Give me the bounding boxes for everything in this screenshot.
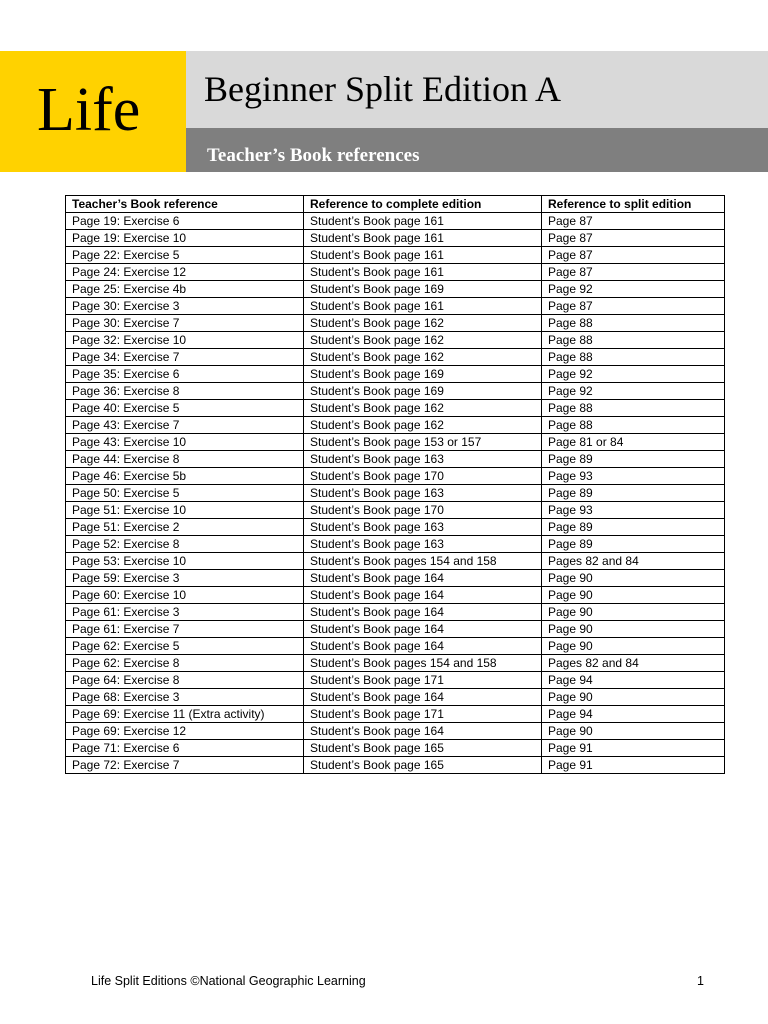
cell-complete-edition: Student’s Book page 162 [304, 400, 542, 417]
cell-teachers-book: Page 72: Exercise 7 [66, 757, 304, 774]
cell-complete-edition: Student’s Book page 161 [304, 298, 542, 315]
cell-teachers-book: Page 61: Exercise 7 [66, 621, 304, 638]
cell-teachers-book: Page 34: Exercise 7 [66, 349, 304, 366]
logo-box [0, 51, 186, 172]
page-title: Beginner Split Edition A [204, 69, 561, 109]
table-row [66, 349, 725, 366]
cell-complete-edition: Student’s Book page 169 [304, 383, 542, 400]
cell-split-edition: Page 90 [542, 587, 725, 604]
page-header [0, 51, 768, 172]
cell-complete-edition: Student’s Book page 164 [304, 638, 542, 655]
table-row [66, 213, 725, 230]
cell-split-edition: Page 92 [542, 366, 725, 383]
subtitle-band [186, 128, 768, 172]
header-teachers-book: Teacher’s Book reference [66, 196, 304, 213]
cell-split-edition: Page 87 [542, 230, 725, 247]
cell-split-edition: Page 87 [542, 298, 725, 315]
cell-complete-edition: Student’s Book pages 154 and 158 [304, 655, 542, 672]
table-row [66, 281, 725, 298]
cell-teachers-book: Page 62: Exercise 5 [66, 638, 304, 655]
cell-split-edition: Page 87 [542, 213, 725, 230]
cell-teachers-book: Page 50: Exercise 5 [66, 485, 304, 502]
cell-teachers-book: Page 53: Exercise 10 [66, 553, 304, 570]
table-row [66, 621, 725, 638]
cell-complete-edition: Student’s Book page 161 [304, 264, 542, 281]
cell-split-edition: Page 94 [542, 672, 725, 689]
cell-split-edition: Page 91 [542, 740, 725, 757]
cell-teachers-book: Page 30: Exercise 3 [66, 298, 304, 315]
table-row [66, 604, 725, 621]
cell-complete-edition: Student’s Book page 164 [304, 621, 542, 638]
cell-split-edition: Page 90 [542, 604, 725, 621]
page-number: 1 [697, 974, 704, 988]
table-row [66, 383, 725, 400]
table-row [66, 230, 725, 247]
header-complete-edition: Reference to complete edition [304, 196, 542, 213]
cell-complete-edition: Student’s Book page 164 [304, 570, 542, 587]
cell-teachers-book: Page 24: Exercise 12 [66, 264, 304, 281]
table-row [66, 434, 725, 451]
table-row [66, 519, 725, 536]
cell-teachers-book: Page 51: Exercise 2 [66, 519, 304, 536]
cell-teachers-book: Page 30: Exercise 7 [66, 315, 304, 332]
cell-teachers-book: Page 62: Exercise 8 [66, 655, 304, 672]
references-table [65, 195, 725, 774]
table-row [66, 468, 725, 485]
cell-split-edition: Page 87 [542, 264, 725, 281]
cell-teachers-book: Page 61: Exercise 3 [66, 604, 304, 621]
cell-complete-edition: Student’s Book page 164 [304, 587, 542, 604]
logo: Life [37, 76, 141, 144]
cell-teachers-book: Page 59: Exercise 3 [66, 570, 304, 587]
header-split-edition: Reference to split edition [542, 196, 725, 213]
table-row [66, 315, 725, 332]
cell-complete-edition: Student’s Book page 162 [304, 349, 542, 366]
cell-split-edition: Page 93 [542, 502, 725, 519]
cell-teachers-book: Page 51: Exercise 10 [66, 502, 304, 519]
cell-teachers-book: Page 32: Exercise 10 [66, 332, 304, 349]
cell-split-edition: Page 93 [542, 468, 725, 485]
cell-teachers-book: Page 69: Exercise 11 (Extra activity) [66, 706, 304, 723]
cell-complete-edition: Student’s Book page 169 [304, 366, 542, 383]
cell-complete-edition: Student’s Book page 161 [304, 230, 542, 247]
cell-split-edition: Pages 82 and 84 [542, 655, 725, 672]
cell-teachers-book: Page 22: Exercise 5 [66, 247, 304, 264]
table-row [66, 332, 725, 349]
cell-teachers-book: Page 19: Exercise 6 [66, 213, 304, 230]
table-row [66, 264, 725, 281]
cell-teachers-book: Page 43: Exercise 10 [66, 434, 304, 451]
table-row [66, 502, 725, 519]
table-row [66, 757, 725, 774]
cell-teachers-book: Page 69: Exercise 12 [66, 723, 304, 740]
table-row [66, 723, 725, 740]
cell-split-edition: Page 88 [542, 315, 725, 332]
cell-complete-edition: Student’s Book page 165 [304, 740, 542, 757]
cell-complete-edition: Student’s Book page 161 [304, 247, 542, 264]
table-row [66, 247, 725, 264]
cell-split-edition: Page 89 [542, 519, 725, 536]
table-row [66, 485, 725, 502]
cell-complete-edition: Student’s Book page 164 [304, 723, 542, 740]
cell-complete-edition: Student’s Book page 165 [304, 757, 542, 774]
cell-teachers-book: Page 68: Exercise 3 [66, 689, 304, 706]
cell-split-edition: Page 89 [542, 485, 725, 502]
cell-complete-edition: Student’s Book page 162 [304, 417, 542, 434]
table-row [66, 672, 725, 689]
cell-complete-edition: Student’s Book page 164 [304, 604, 542, 621]
table-row [66, 740, 725, 757]
cell-complete-edition: Student’s Book page 163 [304, 519, 542, 536]
cell-complete-edition: Student’s Book page 170 [304, 502, 542, 519]
cell-teachers-book: Page 40: Exercise 5 [66, 400, 304, 417]
cell-split-edition: Pages 82 and 84 [542, 553, 725, 570]
table-row [66, 706, 725, 723]
table-row [66, 587, 725, 604]
cell-split-edition: Page 81 or 84 [542, 434, 725, 451]
cell-complete-edition: Student’s Book page 164 [304, 689, 542, 706]
cell-split-edition: Page 90 [542, 723, 725, 740]
cell-complete-edition: Student’s Book page 153 or 157 [304, 434, 542, 451]
cell-teachers-book: Page 60: Exercise 10 [66, 587, 304, 604]
cell-complete-edition: Student’s Book page 161 [304, 213, 542, 230]
cell-split-edition: Page 88 [542, 332, 725, 349]
cell-complete-edition: Student’s Book page 162 [304, 315, 542, 332]
cell-split-edition: Page 88 [542, 400, 725, 417]
table-row [66, 655, 725, 672]
cell-complete-edition: Student’s Book page 170 [304, 468, 542, 485]
cell-teachers-book: Page 19: Exercise 10 [66, 230, 304, 247]
cell-complete-edition: Student’s Book page 169 [304, 281, 542, 298]
cell-split-edition: Page 90 [542, 638, 725, 655]
cell-split-edition: Page 88 [542, 349, 725, 366]
cell-complete-edition: Student’s Book page 163 [304, 485, 542, 502]
cell-split-edition: Page 94 [542, 706, 725, 723]
table-row [66, 400, 725, 417]
cell-complete-edition: Student’s Book page 163 [304, 451, 542, 468]
cell-split-edition: Page 90 [542, 621, 725, 638]
cell-complete-edition: Student’s Book page 171 [304, 706, 542, 723]
cell-teachers-book: Page 36: Exercise 8 [66, 383, 304, 400]
table-row [66, 536, 725, 553]
table-header-row [66, 196, 725, 213]
table-row [66, 298, 725, 315]
table-row [66, 451, 725, 468]
table-body [66, 213, 725, 774]
cell-teachers-book: Page 35: Exercise 6 [66, 366, 304, 383]
cell-split-edition: Page 92 [542, 281, 725, 298]
cell-complete-edition: Student’s Book page 162 [304, 332, 542, 349]
table-row [66, 417, 725, 434]
title-band [186, 51, 768, 128]
table-row [66, 366, 725, 383]
cell-split-edition: Page 90 [542, 689, 725, 706]
cell-teachers-book: Page 44: Exercise 8 [66, 451, 304, 468]
footer-copyright: Life Split Editions ©National Geographic Learning [91, 974, 366, 988]
cell-split-edition: Page 89 [542, 536, 725, 553]
cell-teachers-book: Page 43: Exercise 7 [66, 417, 304, 434]
table-row [66, 689, 725, 706]
page-subtitle: Teacher’s Book references [207, 145, 420, 166]
cell-split-edition: Page 92 [542, 383, 725, 400]
cell-teachers-book: Page 64: Exercise 8 [66, 672, 304, 689]
cell-split-edition: Page 87 [542, 247, 725, 264]
cell-complete-edition: Student’s Book page 171 [304, 672, 542, 689]
cell-teachers-book: Page 71: Exercise 6 [66, 740, 304, 757]
cell-split-edition: Page 89 [542, 451, 725, 468]
cell-complete-edition: Student’s Book page 163 [304, 536, 542, 553]
cell-teachers-book: Page 52: Exercise 8 [66, 536, 304, 553]
cell-split-edition: Page 88 [542, 417, 725, 434]
table-row [66, 553, 725, 570]
table-row [66, 638, 725, 655]
table-row [66, 570, 725, 587]
cell-complete-edition: Student’s Book pages 154 and 158 [304, 553, 542, 570]
cell-split-edition: Page 91 [542, 757, 725, 774]
cell-teachers-book: Page 25: Exercise 4b [66, 281, 304, 298]
cell-split-edition: Page 90 [542, 570, 725, 587]
cell-teachers-book: Page 46: Exercise 5b [66, 468, 304, 485]
